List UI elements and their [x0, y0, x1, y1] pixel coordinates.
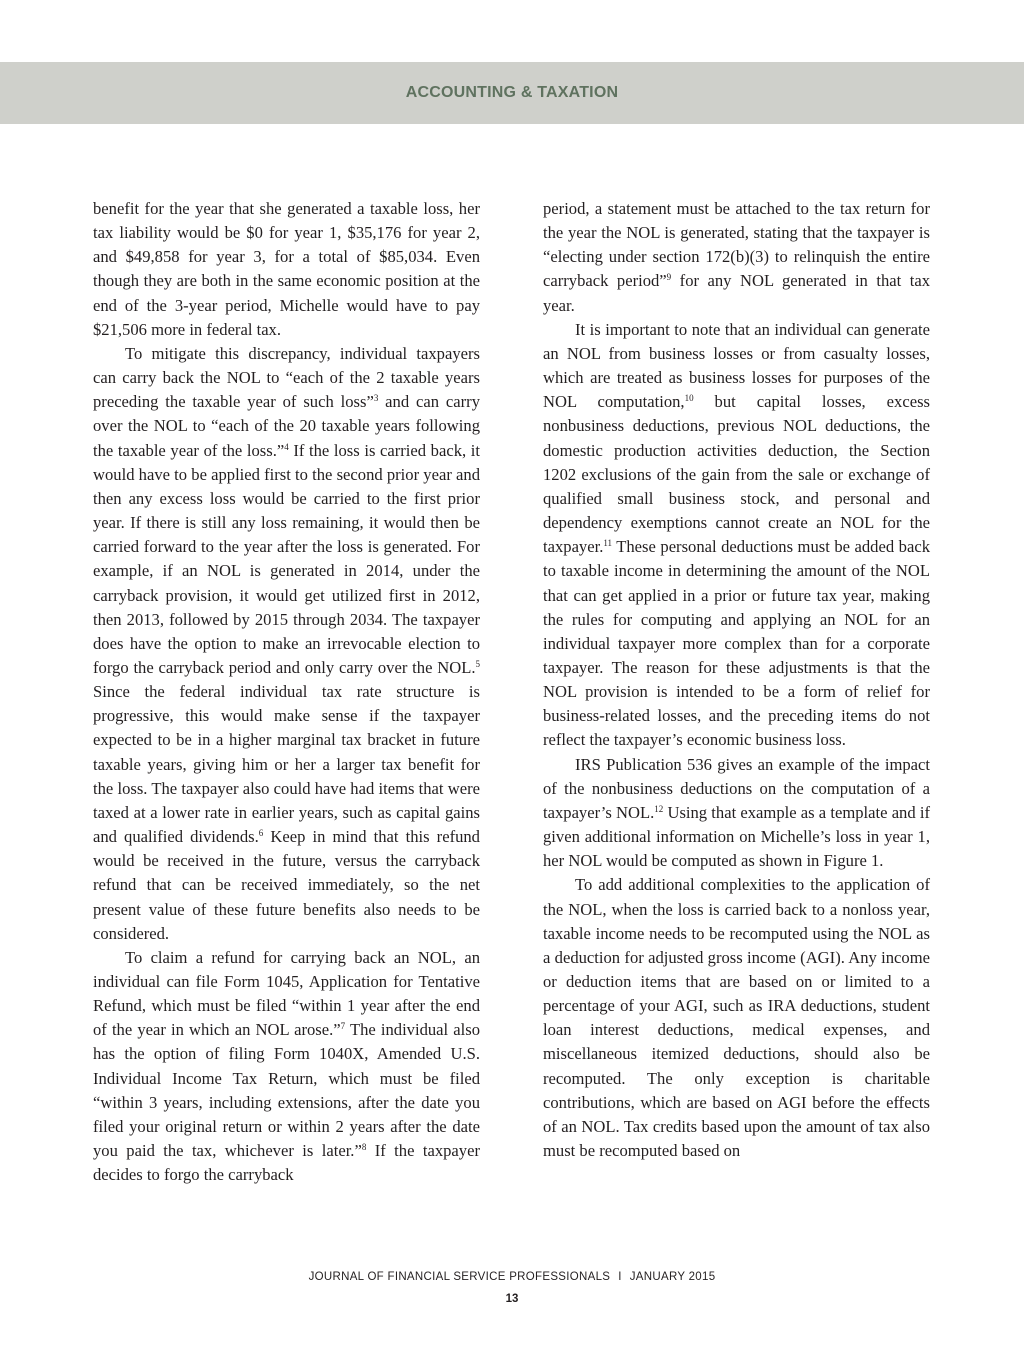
paragraph: benefit for the year that she generated a taxable loss, her tax liability would be $0 for year 1, $35,176 for year 2, and $49,858 for year 3, for a total of $85,034. Even though they are both in the same economic position at the end of the 3-year period, Michelle would have to pay $21,506 more in federal tax. — [93, 199, 480, 339]
footer-separator: I — [618, 1271, 622, 1283]
footnote-ref[interactable]: 12 — [654, 803, 664, 814]
paragraph: It is important to note that an individual can generate an NOL from business losses or from casualty losses, which are treated as business losses for purposes of the NOL computation,$^{10}$ but capital losses, excess nonbusiness deductions, previous NOL deductions, the domestic production activities deduction, the Section 1202 exclusions of the gain from the sale or exchange of qualified small business stock, and personal and dependency exemptions cannot create an NOL for the taxpayer.$^{11}$ These personal deductions must be added back to taxable income in determining the amount of the NOL that can get applied in a prior or future tax year, making the rules for computing and applying an NOL for an individual taxpayer more complex than for a corporate taxpayer. The reason for these adjustments is that the NOL provision is intended to be a form of relief for business-related losses, and the preceding items do not reflect the taxpayer’s economic business loss. — [543, 319, 930, 750]
paragraph: To mitigate this discrepancy, individual taxpayers can carry back the NOL to “each of the 2 taxable years preceding the taxable year of such loss”$^3$ and can carry over the NOL to “each of the 20 taxable years following the taxable year of the loss.”$^4$ If the loss is carried back, it would have to be applied first to the second prior year and then any excess loss would be carried to the first prior year. If there is still any loss remaining, it would then be carried forward to the year after the loss is generated. For example, if an NOL is generated in 2014, under the carryback provision, it would get utilized first in 2012, then 2013, followed by 2015 through 2034. The taxpayer does have the option to make an irrevocable election to forgo the carryback period and only carry over the NOL.$^5$ Since the federal individual tax rate structure is progressive, this would make sense if the taxpayer expected to be in a higher marginal tax bracket in future taxable years, giving him or her a larger tax benefit for the loss. The taxpayer also could have had items that were taxed at a lower rate in earlier years, such as capital gains and qualified dividends.$^6$ Keep in mind that this refund would be received in the future, versus the carryback refund that can be received immediately, so the net present value of these future benefits also needs to be considered. — [93, 343, 480, 943]
paragraph: period, a statement must be attached to the tax return for the year the NOL is generated, stating that the taxpayer is “electing under section 172(b)(3) to relinquish the entire carryback period”$^9$ for any NOL generated in that tax year. — [543, 199, 931, 315]
right-column — [543, 197, 930, 1163]
footnote-ref[interactable]: 5 — [475, 658, 480, 669]
footnote-ref[interactable]: 8 — [361, 1142, 367, 1153]
running-footer — [0, 1271, 1024, 1283]
footnote-ref[interactable]: 7 — [340, 1021, 346, 1032]
issue-date: JANUARY 2015 — [629, 1271, 716, 1283]
paragraph: IRS Publication 536 gives an example of the impact of the nonbusiness deductions on the computation of a taxpayer’s NOL.$^{12}$ Using that example as a template and if given additional information on Michelle’s loss in year 1, her NOL would be computed as shown in Figure 1. — [543, 754, 930, 871]
paragraph: To claim a refund for carrying back an NOL, an individual can file Form 1045, Application for Tentative Refund, which must be filed “within 1 year after the end of the year in which an NOL arose.”$^7$ The individual also has the option of filing Form 1040X, Amended U.S. Individual Income Tax Return, which must be filed “within 3 years, including extensions, after the date you filed your original return or within 2 years after the date you paid the tax, whichever is later.”$^8$ If the taxpayer decides to forgo the carryback — [93, 947, 480, 1185]
footnote-ref[interactable]: 4 — [284, 441, 289, 452]
journal-title: JOURNAL OF FINANCIAL SERVICE PROFESSIONALS — [308, 1271, 611, 1283]
footnote-ref[interactable]: 3 — [373, 393, 379, 404]
left-column — [93, 197, 480, 1187]
footnote-ref[interactable]: 6 — [258, 828, 264, 839]
footnote-ref[interactable]: 9 — [666, 272, 672, 283]
footnote-ref[interactable]: 10 — [684, 393, 694, 404]
footnote-ref[interactable]: 11 — [603, 538, 613, 549]
page-number: 13 — [505, 1293, 519, 1305]
section-title: ACCOUNTING & TAXATION — [405, 84, 619, 101]
paragraph: To add additional complexities to the application of the NOL, when the loss is carried back to a nonloss year, taxable income needs to be recomputed using the NOL as a deduction for adjusted gross income (AGI). Any income or deduction items that are based on or limited to a percentage of your AGI, such as IRA deductions, student loan interest deductions, medical expenses, and miscellaneous itemized deductions, should also be recomputed. The only exception is charitable contributions, which are based on AGI before the effects of an NOL. Tax credits based upon the amount of tax also must be recomputed based on — [543, 875, 930, 1161]
